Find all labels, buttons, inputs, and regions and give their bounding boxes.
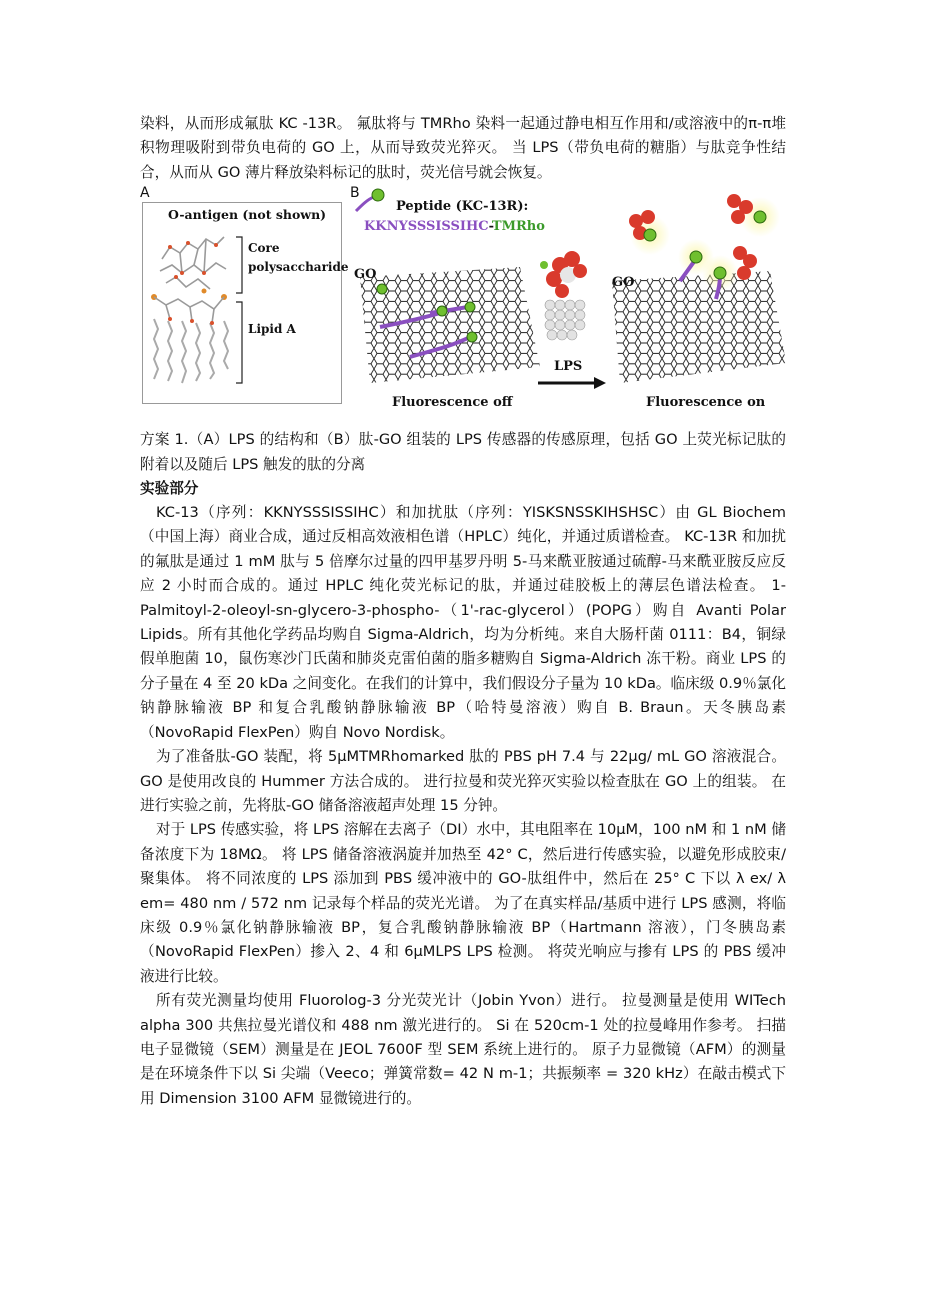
figure-caption: 方案 1.（A）LPS 的结构和（B）肽-GO 组装的 LPS 传感器的传感原理，包括 GO 上荧光标记肽的附着以及随后 LPS 触发的肽的分离 xyxy=(140,431,786,473)
panel-b-label: B xyxy=(350,185,360,202)
peptide-dye-name: TMRho xyxy=(491,219,545,235)
lps-molecule xyxy=(540,251,587,340)
quenched-dye-1 xyxy=(437,306,447,316)
acyl-chains xyxy=(154,319,228,383)
peptide-dash: - xyxy=(488,219,492,235)
free-peptide-dye xyxy=(372,189,384,201)
document-page xyxy=(140,112,786,1111)
panel-a-label: A xyxy=(140,185,150,202)
free-peptide-chain xyxy=(356,197,374,211)
panel-a xyxy=(140,185,349,425)
fluorescence-off-label: Fluorescence off xyxy=(392,395,513,411)
lipid-a-backbone xyxy=(154,297,224,323)
core-label-1: Core xyxy=(248,241,280,256)
quenched-dye-2 xyxy=(467,332,477,342)
lipid-bracket xyxy=(236,302,242,383)
lps-molecule-drawing xyxy=(140,187,344,425)
phosphates xyxy=(151,289,227,301)
section-title: 实验部分 xyxy=(140,480,199,498)
quenched-dye-4 xyxy=(377,284,387,294)
fluorescence-on-label: Fluorescence on xyxy=(646,395,766,411)
released-dye-1 xyxy=(644,229,656,241)
core-bracket xyxy=(236,237,242,293)
released-dye-4 xyxy=(714,267,726,279)
quenched-dye-3 xyxy=(465,302,475,312)
lipid-a-label: Lipid A xyxy=(248,322,296,337)
peptide-sequence: KKNYSSSISSIHC xyxy=(364,219,489,235)
intro-paragraph: 染料，从而形成氟肽 KC -13R。 氟肽将与 TMRho 染料一起通过静电相互作用和/或溶液中的π-π堆积物理吸附到带负电荷的 GO 上，从而导致荧光猝灭。 当 LPS（带负电荷的糖脂）与肽竞争性结合，从而从 GO 薄片释放染料标记的肽时，荧光信号就会恢复。 xyxy=(140,115,786,181)
core-label-2: polysaccharide xyxy=(248,260,349,275)
go-label-right: GO xyxy=(612,275,635,291)
paragraph-measurements: 所有荧光测量均使用 Fluorolog-3 分光荧光计（Jobin Yvon）进行。 拉曼测量是使用 WITech alpha 300 共焦拉曼光谱仪和 488 nm 激光进行的。 Si 在 520cm-1 处的拉曼峰用作参考。 扫描电子显微镜（SEM）测量是在 JEOL 7600F 型 SEM 系统上进行的。 原子力显微镜（AFM）的测量是在环境条件下以 Si 尖端（Veeco；弹簧常数= 42 N m-1；共振频率 = 320 kHz）在敲击模式下用 Dimension 3100 AFM 显微镜进行的。 xyxy=(140,992,786,1107)
arrow-head xyxy=(594,377,606,389)
lps-arrow-label: LPS xyxy=(554,359,583,375)
paragraph-assembly: 为了准备肽-GO 装配，将 5μMTMRhomarked 肽的 PBS pH 7.4 与 22μg/ mL GO 溶液混合。GO 是使用改良的 Hummer 方法合成的。 进行拉曼和荧光猝灭实验以检查肽在 GO 上的组装。 在进行实验之前，先将肽-GO 储备溶液超声处理 15 分钟。 xyxy=(140,748,786,814)
paragraph-materials: KC-13（序列：KKNYSSSISSIHC）和加扰肽（序列：YISKSNSSKIHSHSC）由 GL Biochem（中国上海）商业合成，通过反相高效液相色谱（HPLC）纯化，并通过质谱检查。 KC-13R 和加扰的氟肽是通过 1 mM 肽与 5 倍摩尔过量的四甲基罗丹明 5-马来酰亚胺通过硫醇-马来酰亚胺反应反应 2 小时而合成的。通过 HPLC 纯化荧光标记的肽，并通过硅胶板上的薄层色谱法检查。 1-Palmitoyl-2-oleoyl-sn-glycero-3-phospho-（1'-rac-glycerol）(POPG）购自 Avanti Polar Lipids。所有其他化学药品均购自 Sigma-Aldrich，均为分析纯。来自大肠杆菌 0111：B4，铜绿假单胞菌 10，鼠伤寒沙门氏菌和肺炎克雷伯菌的脂多糖购自 Sigma-Aldrich 冻干粉。商业 LPS 的分子量在 4 至 20 kDa 之间变化。在我们的计算中，我们假设分子量为 10 kDa。临床级 0.9％氯化钠静脉输液 BP 和复合乳酸钠静脉输液 BP（哈特曼溶液）购自 B. Braun。天冬胰岛素（NovoRapid FlexPen）购自 Novo Nordisk。 xyxy=(140,504,786,741)
panel-b xyxy=(350,187,786,425)
go-label-left: GO xyxy=(354,267,377,283)
scheme-figure xyxy=(140,187,786,425)
peptide-sequence-line xyxy=(364,219,545,234)
released-dye-3 xyxy=(754,211,766,223)
paragraph-sensing: 对于 LPS 传感实验，将 LPS 溶解在去离子（DI）水中，其电阻率在 10μM，100 nM 和 1 nM 储备浓度下为 18MΩ。 将 LPS 储备溶液涡旋并加热至 42° C，然后进行传感实验，以避免形成胶束/聚集体。 将不同浓度的 LPS 添加到 PBS 缓冲液中的 GO-肽组件中，然后在 25° C 下以 λ ex/ λ em= 480 nm / 572 nm 记录每个样品的荧光光谱。 为了在真实样品/基质中进行 LPS 感测，将临床级 0.9％氯化钠静脉输液 BP，复合乳酸钠静脉输液 BP（Hartmann 溶液），门冬胰岛素（NovoRapid FlexPen）掺入 2、4 和 6μMLPS LPS 检测。 将荧光响应与掺有 LPS 的 PBS 缓冲液进行比较。 xyxy=(140,821,786,985)
peptide-title: Peptide (KC-13R): xyxy=(396,199,529,215)
go-sheet-right xyxy=(612,271,786,383)
released-dye-2 xyxy=(690,251,702,263)
o-antigen-label: O-antigen (not shown) xyxy=(168,207,327,223)
